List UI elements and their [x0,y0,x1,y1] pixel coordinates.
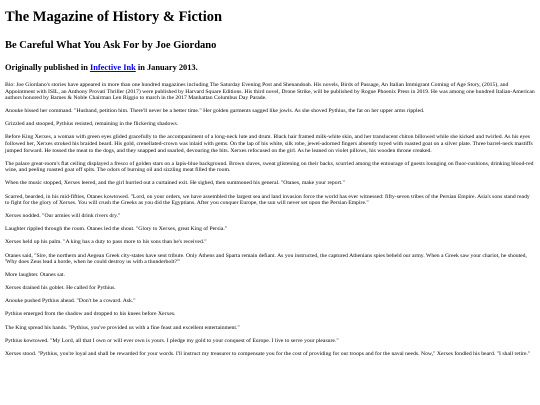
publication-note [5,63,535,73]
story-paragraph: The King spread his hands. "Pythius, you've provided us with a fine feast and excellent entertainment." [5,324,240,331]
story-paragraph: Xerxes nodded. "Our armies will drink rivers dry." [5,213,121,220]
story-paragraph: Xerxes drained his goblet. He called for Pythius. [5,285,116,292]
infective-ink-link[interactable]: Infective Ink [89,63,136,72]
story-paragraph: Scarred, bearded, in his mid-fifties, Otanes kowtowed. "Lord, on your orders, we have assembled the largest sea and land invasion force the world has ever witnessed: fifty-seven tribes of the Persian Empire. Asia's sons stand ready to fight for the glory of Xerxes. You will crush the Greeks as you did the Egyptians. After you conquer Europe, the sun will never set upon the Persian Empire." [5,193,530,207]
story-paragraph: Pythius kowtowed. "My Lord, all that I own or will ever own is yours. I pledge my gold to your conquest of Europe. I live to serve your pleasure." [5,337,339,344]
story-paragraph: Anouke pushed Pythius ahead. "Don't be a coward. Ask." [5,298,136,305]
publication-suffix: in January 2013. [135,63,198,72]
story-paragraph: Anouke hissed her command. "Husband, petition him. There'll never be a better time." Her golden garments sagged like jowls. As she shoved Pythius, the fat on her upper arms rippled. [5,108,425,115]
publication-prefix: Originally published in [5,63,90,72]
story-paragraph: Laughter rippled through the room. Otanes led the shout. "Glory to Xerxes, great King of Persia." [5,226,228,233]
story-paragraph: The palace great-room's flat ceiling displayed a fresco of golden stars on a lapis-blue background. Brown slaves, sweat glistening on their backs, scurried among the entourage of guests lounging on fluor-cushions, drinking blood-red wine, and peeling roasted goat off spits. The odors of burning oil and sizzling meat filled the room. [5,160,534,174]
story-paragraph: Before King Xerxes, a woman with green eyes glided gracefully to the accompaniment of a long-neck lute and drum. Black hair framed milk-white skin, and her translucent chiton billowed while she kicked and twirled. As his eyes followed her, Xerxes stroked his braided beard. His gold, crenellated-crown was inlaid with gems. On the lap of his white, silk robe, jewel-adorned fingers absently toyed with roasted goat on a silver plate. Three barrel-neck mastiffs jumped forward. He tossed the meat to the dogs, and they snapped and snarled, devouring the bits. Xerxes refocused on the girl. As he leaned on violet pillows, his wooden throne creaked. [5,134,533,154]
story-paragraph: Xerxes held up his palm. "A king has a duty to pass more to his sons than he's received." [5,239,207,246]
story-paragraph: Otanes said, "Sire, the northern and Aegean Greek city-states have sent tribute. Only Athens and Sparta remain defiant. As you instructed, the captured Athenians spies beheld our army. When a Greek saw your chariot, he shouted, 'Why does Zeus lead a horde, when he could destroy us with a thunderbolt?'" [5,252,527,266]
story-paragraph: When the music stopped, Xerxes leered, and the girl hurried out a curtained exit. He sighed, then summoned his general. "Otanes, make your report." [5,180,345,187]
story-title: Be Careful What You Ask For by Joe Giordano [5,40,217,51]
story-paragraph: Grizzled and stooped, Pythius resisted, remaining in the flickering shadows. [5,121,179,128]
story-paragraph: Pythius emerged from the shadow and dropped to his knees before Xerxes. [5,311,176,318]
story-body [5,82,535,357]
story-paragraph: More laughter. Otanes sat. [5,272,65,279]
story-paragraph: Xerxes stood. "Pythius, you're loyal and shall be rewarded for your words. I'll instruct my treasurer to compensate you for the cost of providing for our troops and for the naval needs. Now," Xerxes fondled his beard. "I shall retire." [5,350,531,357]
author-bio: Bio: Joe Giordano's stories have appeared in more than one hundred magazines including The Saturday Evening Post and Shenandoah. His novels, Birds of Passage, An Italian Immigrant Coming of Age Story, (2015), and Appointment with ISIL, an Anthony Provati Thriller (2017) were published by Harvard Square Editions. His third novel, Drone Strike, will be published by Rogue Phoenix Press in 2019. He was among one hundred Italian-American authors honored by Barnes & Noble Chairman Len Riggio to march in the 2017 Manhattan Columbus Day Parade. [5,82,535,102]
site-title: The Magazine of History & Fiction [5,9,223,25]
